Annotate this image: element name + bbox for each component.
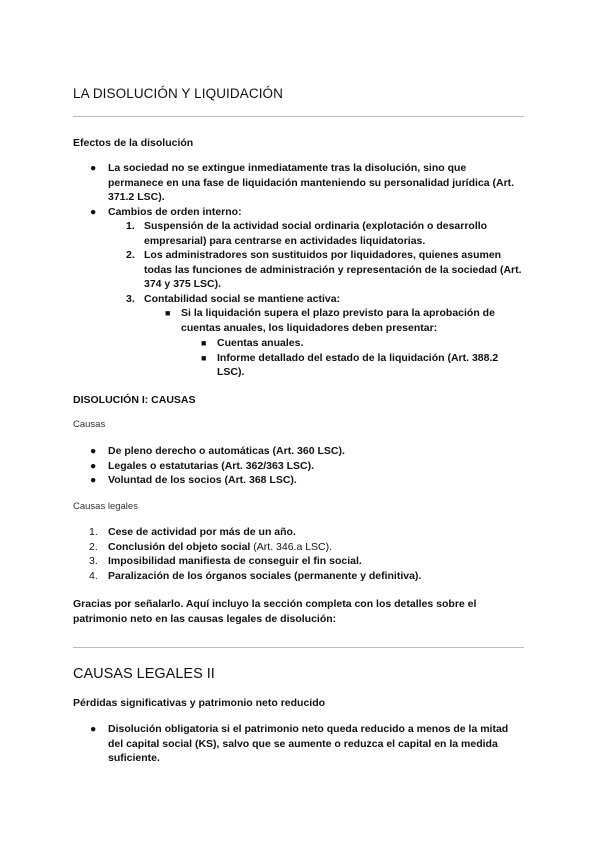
list-item-text: De pleno derecho o automáticas (Art. 360 LSC). (108, 445, 345, 457)
divider (73, 116, 524, 117)
list-item-text: Suspensión de la actividad social ordinaria (explotación o desarrollo empresarial) para centrarse en actividades liquidatorias. (144, 220, 488, 247)
list-item-text: Voluntad de los socios (Art. 368 LSC). (108, 474, 297, 486)
list-item (90, 161, 523, 205)
list-item-text: Imposibilidad manifiesta de conseguir el fin social. (108, 555, 362, 567)
contabilidad-list (165, 306, 521, 335)
list-item (90, 444, 523, 459)
list-item (126, 292, 524, 307)
cambios-list (126, 219, 524, 306)
square-bullet-icon: ■ (201, 352, 207, 363)
list-item-text: Contabilidad social se mantiene activa: (144, 292, 341, 305)
bullet-icon: ● (90, 205, 97, 218)
section-title-disolucion: LA DISOLUCIÓN Y LIQUIDACIÓN (73, 86, 284, 101)
list-item (89, 554, 523, 569)
list-item (126, 248, 524, 292)
label-causas: Causas (73, 419, 106, 430)
list-item-text: Legales o estatutarias (Art. 362/363 LSC). (108, 459, 314, 472)
square-bullet-icon: ■ (165, 308, 171, 318)
bullet-icon: ● (90, 162, 97, 174)
list-item (90, 473, 523, 488)
list-item (126, 219, 524, 248)
list-item (89, 540, 523, 555)
note-paragraph: Gracias por señalarlo. Aquí incluyo la sección completa con los detalles sobre el patrimonio neto en las causas legales de disolución: (73, 598, 477, 625)
subheading-perdidas: Pérdidas significativas y patrimonio neto reducido (73, 697, 326, 709)
section-title-causas-legales-ii: CAUSAS LEGALES II (73, 666, 215, 682)
list-item (90, 205, 523, 220)
presentar-list (201, 336, 522, 380)
list-number: 2. (126, 249, 135, 261)
list-item (201, 336, 522, 351)
list-item-text: Cambios de orden interno: (108, 205, 242, 218)
list-number: 3. (89, 555, 98, 567)
list-number: 1. (89, 526, 98, 538)
causas-legales-list (89, 525, 523, 583)
bullet-icon: ● (90, 474, 97, 486)
bullet-icon: ● (90, 445, 97, 457)
list-item-text: Cuentas anuales. (217, 337, 304, 349)
list-item-ref: (Art. 346.a LSC). (250, 540, 333, 553)
list-number: 4. (89, 569, 98, 582)
list-item-text: Si la liquidación supera el plazo previsto para la aprobación de cuentas anuales, los liquidadores deben presentar: (181, 307, 495, 334)
list-item (90, 722, 523, 766)
list-item (165, 306, 521, 335)
list-item-text: Los administradores son sustituidos por liquidadores, quienes asumen todas las funciones de administración y representación de la sociedad (Art. 374 y 375 LSC). (144, 249, 522, 290)
list-number: 2. (89, 540, 98, 553)
bullet-icon: ● (90, 459, 97, 472)
list-item-text: Conclusión del objeto social (108, 540, 251, 553)
list-number: 1. (126, 220, 135, 232)
list-item-text: Cese de actividad por más de un año. (108, 526, 296, 538)
efectos-list (90, 161, 523, 219)
subheading-efectos: Efectos de la disolución (73, 137, 194, 149)
subheading-causas: DISOLUCIÓN I: CAUSAS (73, 394, 196, 406)
divider (73, 647, 524, 648)
list-item-text: La sociedad no se extingue inmediatamente tras la disolución, sino que permanece en una fase de liquidación manteniendo su personalidad jurídica (Art. 371.2 LSC). (108, 162, 515, 203)
list-item-text: Disolución obligatoria si el patrimonio neto queda reducido a menos de la mitad del capital social (KS), salvo que se aumente o reduzca el capital en la medida suficiente. (108, 723, 509, 764)
list-item-text: Informe detallado del estado de la liquidación (Art. 388.2 LSC). (217, 351, 499, 378)
list-item (90, 459, 523, 474)
list-item (89, 525, 523, 540)
perdidas-list (90, 722, 523, 766)
list-item (89, 569, 523, 584)
list-item-text: Paralización de los órganos sociales (permanente y definitiva). (108, 569, 422, 582)
bullet-icon: ● (90, 723, 97, 735)
causas-list (90, 444, 523, 488)
list-number: 3. (126, 292, 135, 305)
square-bullet-icon: ■ (201, 338, 207, 348)
label-causas-legales: Causas legales (73, 501, 138, 512)
list-item (201, 351, 522, 380)
